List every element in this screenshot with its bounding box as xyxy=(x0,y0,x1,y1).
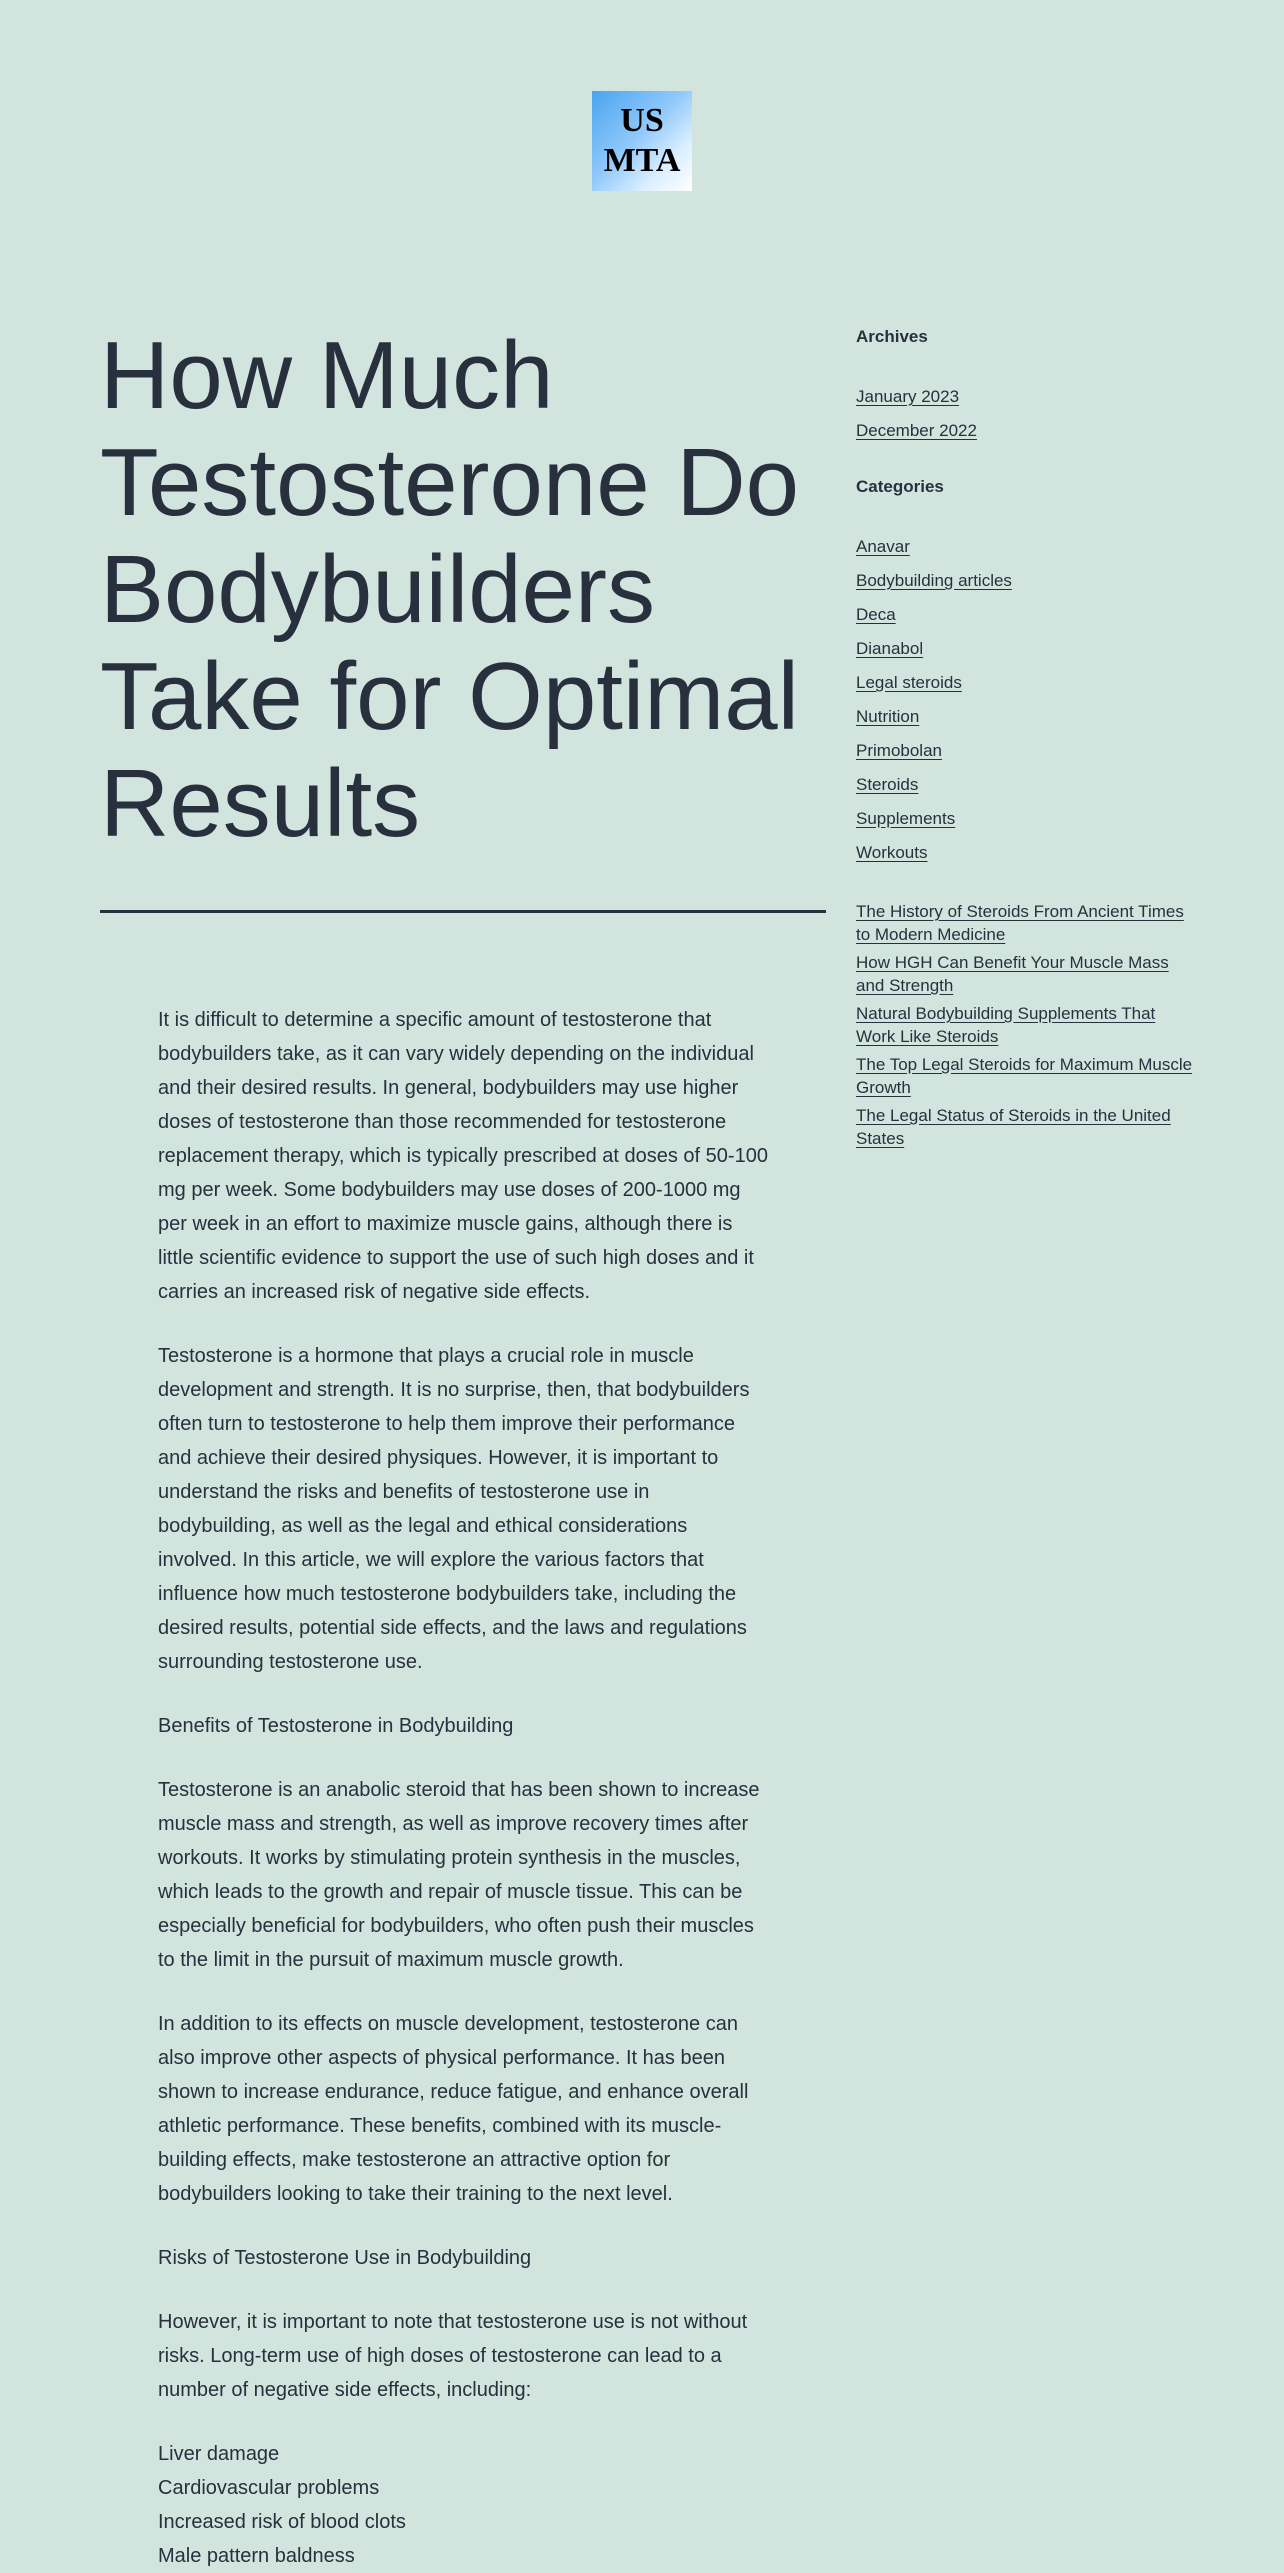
post-content xyxy=(158,1003,770,2573)
list-item xyxy=(856,564,1196,598)
categories-list xyxy=(856,530,1196,870)
list-item xyxy=(856,380,1196,414)
category-link[interactable]: Dianabol xyxy=(856,639,924,658)
list-item xyxy=(856,836,1196,870)
list-item xyxy=(856,632,1196,666)
recent-post-link[interactable]: The Top Legal Steroids for Maximum Muscle Growth xyxy=(856,1055,1193,1097)
recent-post-link[interactable]: How HGH Can Benefit Your Muscle Mass and Strength xyxy=(856,953,1169,995)
category-link[interactable]: Deca xyxy=(856,605,896,624)
archives-list xyxy=(856,380,1196,448)
paragraph: It is difficult to determine a specific amount of testosterone that bodybuilders take, as it can vary widely depending on the individual and their desired results. In general, bodybuilders may use higher doses of testosterone than those recommended for testosterone replacement therapy, which is typically prescribed at doses of 50-100 mg per week. Some bodybuilders may use doses of 200-1000 mg per week in an effort to maximize muscle gains, although there is little scientific evidence to support the use of such high doses and it carries an increased risk of negative side effects. xyxy=(158,1009,768,1303)
list-item xyxy=(856,734,1196,768)
logo-line-2: MTA xyxy=(603,142,681,179)
category-link[interactable]: Supplements xyxy=(856,809,956,828)
list-item xyxy=(856,900,1196,946)
list-item xyxy=(856,768,1196,802)
paragraph: Testosterone is an anabolic steroid that has been shown to increase muscle mass and strength, as well as improve recovery times after workouts. It works by stimulating protein synthesis in the muscles, which leads to the growth and repair of muscle tissue. This can be especially beneficial for bodybuilders, who often push their muscles to the limit in the pursuit of maximum muscle growth. xyxy=(158,1779,760,1971)
list-item: Liver damage xyxy=(158,2443,280,2465)
sidebar xyxy=(856,322,1196,1155)
list-item xyxy=(856,1002,1196,1048)
category-link[interactable]: Primobolan xyxy=(856,741,942,760)
recent-posts-list xyxy=(856,900,1196,1150)
list-item xyxy=(856,1104,1196,1150)
recent-post-link[interactable]: The History of Steroids From Ancient Times to Modern Medicine xyxy=(856,902,1184,944)
list-item xyxy=(856,1053,1196,1099)
recent-post-link[interactable]: The Legal Status of Steroids in the United States xyxy=(856,1106,1171,1148)
list-item xyxy=(856,598,1196,632)
list-item: Male pattern baldness xyxy=(158,2545,355,2567)
paragraph: However, it is important to note that testosterone use is not without risks. Long-term use of high doses of testosterone can lead to a number of negative side effects, including: xyxy=(158,2311,748,2401)
paragraph: Testosterone is a hormone that plays a crucial role in muscle development and strength. It is no surprise, then, that bodybuilders often turn to testosterone to help them improve their performance and achieve their desired physiques. However, it is important to understand the risks and benefits of testosterone use in bodybuilding, as well as the legal and ethical considerations involved. In this article, we will explore the various factors that influence how much testosterone bodybuilders take, including the desired results, potential side effects, and the laws and regulations surrounding testosterone use. xyxy=(158,1345,750,1673)
category-link[interactable]: Bodybuilding articles xyxy=(856,571,1012,590)
category-link[interactable]: Anavar xyxy=(856,537,910,556)
section-heading: Risks of Testosterone Use in Bodybuilding xyxy=(158,2247,532,2269)
paragraph: In addition to its effects on muscle development, testosterone can also improve other aspects of physical performance. It has been shown to increase endurance, reduce fatigue, and enhance overall athletic performance. These benefits, combined with its muscle-building effects, make testosterone an attractive option for bodybuilders looking to take their training to the next level. xyxy=(158,2013,749,2205)
logo-line-1: US xyxy=(620,102,664,139)
list-item xyxy=(856,802,1196,836)
list-item: Cardiovascular problems xyxy=(158,2477,380,2499)
categories-heading: Categories xyxy=(856,477,944,496)
category-link[interactable]: Nutrition xyxy=(856,707,920,726)
archives-heading: Archives xyxy=(856,327,928,346)
list-item xyxy=(856,414,1196,448)
list-item: Increased risk of blood clots xyxy=(158,2511,406,2533)
site-logo[interactable] xyxy=(592,91,692,191)
side-effects-list xyxy=(158,2437,770,2573)
list-item xyxy=(856,530,1196,564)
recent-post-link[interactable]: Natural Bodybuilding Supplements That Work Like Steroids xyxy=(856,1004,1156,1046)
list-item xyxy=(856,951,1196,997)
list-item xyxy=(856,700,1196,734)
post-title: How Much Testosterone Do Bodybuilders Take for Optimal Results xyxy=(100,322,800,857)
title-divider xyxy=(100,910,826,913)
archive-link[interactable]: December 2022 xyxy=(856,421,977,440)
category-link[interactable]: Steroids xyxy=(856,775,919,794)
category-link[interactable]: Legal steroids xyxy=(856,673,962,692)
archive-link[interactable]: January 2023 xyxy=(856,387,960,406)
section-heading: Benefits of Testosterone in Bodybuilding xyxy=(158,1715,514,1737)
category-link[interactable]: Workouts xyxy=(856,843,928,862)
list-item xyxy=(856,666,1196,700)
